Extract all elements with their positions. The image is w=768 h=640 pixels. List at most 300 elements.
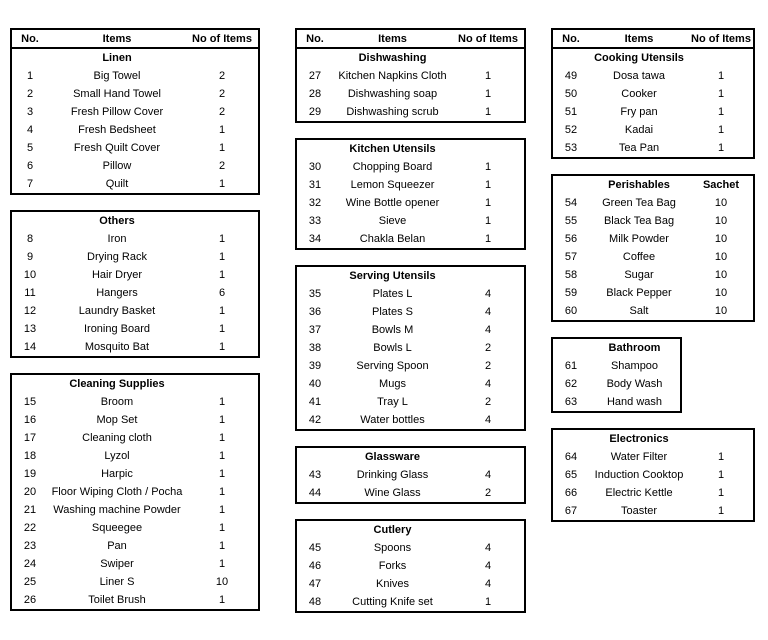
row-count: 4 (484, 542, 492, 554)
row-count: 1 (218, 594, 226, 606)
row-count: 1 (218, 450, 226, 462)
row-item: Salt (629, 305, 649, 317)
table-row (297, 321, 524, 339)
row-count: 4 (484, 378, 492, 390)
row-count: 1 (218, 558, 226, 570)
row-item: Big Towel (93, 70, 141, 82)
table-row (12, 411, 258, 429)
table-row (553, 284, 753, 302)
section-title-row (297, 49, 524, 67)
row-no: 3 (26, 106, 34, 118)
row-no: 22 (23, 522, 37, 534)
table-row (297, 339, 524, 357)
row-count: 1 (218, 178, 226, 190)
row-no: 4 (26, 124, 34, 136)
row-item: Milk Powder (609, 233, 669, 245)
row-count: 6 (218, 287, 226, 299)
section-title-row (297, 140, 524, 158)
section-title-row (12, 49, 258, 67)
row-item: Cutting Knife set (352, 596, 433, 608)
section-title-row (12, 212, 258, 230)
section-title-row (297, 521, 524, 539)
row-count: 1 (484, 233, 492, 245)
row-count: 1 (717, 88, 725, 100)
row-item: Wine Bottle opener (345, 197, 440, 209)
table-row (297, 484, 524, 502)
row-count: 2 (218, 160, 226, 172)
row-no: 67 (564, 505, 578, 517)
row-no: 65 (564, 469, 578, 481)
row-no: 51 (564, 106, 578, 118)
row-item: Dishwashing scrub (346, 106, 439, 118)
row-count: 1 (717, 124, 725, 136)
table-row (553, 357, 680, 375)
row-no: 66 (564, 487, 578, 499)
row-count: 4 (484, 560, 492, 572)
section-title: Bathroom (608, 342, 661, 354)
table-row (553, 139, 753, 157)
row-item: Chakla Belan (359, 233, 426, 245)
table-row (553, 194, 753, 212)
header-no: No. (562, 32, 580, 45)
row-item: Fry pan (620, 106, 658, 118)
row-count: 10 (714, 305, 728, 317)
row-item: Sugar (624, 269, 654, 281)
row-item: Lyzol (104, 450, 130, 462)
section-title-row (297, 267, 524, 285)
row-item: Cleaning cloth (82, 432, 152, 444)
section-title: Cleaning Supplies (69, 378, 165, 390)
row-item: Liner S (99, 576, 135, 588)
table-linen (10, 28, 260, 195)
row-count: 1 (484, 106, 492, 118)
column-2 (295, 28, 526, 628)
table-row (12, 139, 258, 157)
table-header-row (12, 30, 258, 49)
table-row (12, 121, 258, 139)
row-no: 49 (564, 70, 578, 82)
row-count: 2 (484, 396, 492, 408)
row-item: Mop Set (96, 414, 138, 426)
table-row (12, 230, 258, 248)
row-no: 16 (23, 414, 37, 426)
row-item: Toilet Brush (88, 594, 146, 606)
row-item: Mosquito Bat (84, 341, 150, 353)
row-item: Mugs (379, 378, 406, 390)
table-electronics (551, 428, 755, 522)
row-count: 1 (218, 124, 226, 136)
row-no: 34 (308, 233, 322, 245)
table-row (553, 248, 753, 266)
table-dishwashing (295, 28, 526, 123)
row-no: 6 (26, 160, 34, 172)
header-items: Items (624, 32, 654, 45)
row-no: 61 (564, 360, 578, 372)
section-title-row (553, 430, 753, 448)
row-count: 1 (218, 251, 226, 263)
table-row (12, 67, 258, 85)
row-item: Plates S (372, 306, 413, 318)
row-count: 10 (714, 197, 728, 209)
row-no: 50 (564, 88, 578, 100)
row-item: Fresh Pillow Cover (70, 106, 164, 118)
table-row (297, 466, 524, 484)
row-count: 1 (484, 197, 492, 209)
row-no: 29 (308, 106, 322, 118)
row-count: 4 (484, 469, 492, 481)
table-row (12, 175, 258, 193)
table-cooking-utensils (551, 28, 755, 159)
row-no: 47 (308, 578, 322, 590)
row-count: 2 (484, 487, 492, 499)
table-row (12, 157, 258, 175)
row-count: 1 (717, 487, 725, 499)
table-row (553, 484, 753, 502)
table-row (297, 176, 524, 194)
column-3 (551, 28, 755, 537)
row-no: 26 (23, 594, 37, 606)
row-no: 43 (308, 469, 322, 481)
table-row (12, 302, 258, 320)
row-count: 10 (714, 233, 728, 245)
row-item: Water bottles (360, 414, 425, 426)
row-count: 1 (717, 469, 725, 481)
table-glassware (295, 446, 526, 504)
section-count-label: Sachet (702, 179, 740, 191)
row-item: Kadai (624, 124, 654, 136)
header-count: No of Items (458, 32, 518, 45)
table-row (553, 230, 753, 248)
section-title: Cutlery (373, 524, 412, 536)
row-count: 1 (717, 106, 725, 118)
section-title: Glassware (364, 451, 421, 463)
row-item: Squeegee (91, 522, 143, 534)
table-row (553, 502, 753, 520)
row-count: 1 (484, 70, 492, 82)
row-item: Bowls L (373, 342, 412, 354)
row-count: 1 (218, 269, 226, 281)
row-no: 5 (26, 142, 34, 154)
section-title-row (12, 375, 258, 393)
row-no: 33 (308, 215, 322, 227)
table-row (297, 285, 524, 303)
row-item: Toaster (620, 505, 658, 517)
row-item: Coffee (622, 251, 656, 263)
section-title: Others (99, 215, 135, 227)
row-no: 59 (564, 287, 578, 299)
table-row (297, 85, 524, 103)
table-row (553, 466, 753, 484)
table-kitchen-utensils (295, 138, 526, 250)
row-count: 1 (218, 432, 226, 444)
row-item: Induction Cooktop (594, 469, 684, 481)
section-title: Cooking Utensils (594, 52, 684, 64)
row-item: Electric Kettle (605, 487, 673, 499)
row-count: 1 (218, 504, 226, 516)
row-count: 2 (484, 360, 492, 372)
table-row (553, 393, 680, 411)
table-row (12, 465, 258, 483)
row-count: 2 (484, 342, 492, 354)
row-count: 1 (218, 540, 226, 552)
header-items: Items (378, 32, 407, 45)
row-no: 31 (308, 179, 322, 191)
section-title: Electronics (609, 433, 669, 445)
table-row (297, 303, 524, 321)
row-no: 11 (24, 287, 36, 299)
column-1 (10, 28, 260, 626)
section-title-row (553, 176, 753, 194)
row-no: 21 (23, 504, 37, 516)
row-item: Quilt (105, 178, 129, 190)
table-row (12, 338, 258, 356)
row-item: Pan (107, 540, 127, 552)
table-row (297, 212, 524, 230)
row-no: 54 (564, 197, 578, 209)
table-row (297, 575, 524, 593)
table-row (297, 67, 524, 85)
row-no: 48 (308, 596, 322, 608)
row-count: 4 (484, 414, 492, 426)
row-item: Black Pepper (606, 287, 672, 299)
row-count: 1 (484, 215, 492, 227)
row-count: 10 (215, 576, 229, 588)
row-item: Broom (100, 396, 134, 408)
row-item: Hangers (96, 287, 138, 299)
row-item: Pillow (102, 160, 132, 172)
row-count: 4 (484, 578, 492, 590)
row-item: Kitchen Napkins Cloth (338, 70, 447, 82)
table-row (297, 375, 524, 393)
row-no: 62 (564, 378, 578, 390)
row-item: Plates L (372, 288, 413, 300)
table-row (297, 411, 524, 429)
table-row (553, 375, 680, 393)
row-item: Spoons (373, 542, 412, 554)
table-row (12, 573, 258, 591)
row-count: 10 (714, 287, 728, 299)
row-count: 4 (484, 324, 492, 336)
row-item: Knives (375, 578, 410, 590)
table-row (553, 212, 753, 230)
table-row (297, 194, 524, 212)
header-count: No of Items (192, 32, 252, 45)
row-no: 60 (564, 305, 578, 317)
table-row (297, 357, 524, 375)
row-item: Hand wash (606, 396, 663, 408)
row-item: Black Tea Bag (603, 215, 675, 227)
section-title-row (297, 448, 524, 466)
row-item: Drying Rack (87, 251, 147, 263)
row-count: 1 (218, 142, 226, 154)
row-count: 10 (714, 251, 728, 263)
table-row (553, 121, 753, 139)
row-no: 24 (23, 558, 37, 570)
row-no: 15 (23, 396, 37, 408)
table-row (297, 393, 524, 411)
row-no: 14 (23, 341, 37, 353)
row-item: Sieve (378, 215, 407, 227)
row-no: 2 (26, 88, 34, 100)
row-no: 46 (308, 560, 322, 572)
row-count: 1 (717, 505, 725, 517)
row-no: 10 (23, 269, 37, 281)
row-no: 35 (308, 288, 322, 300)
row-no: 27 (308, 70, 322, 82)
row-item: Water Filter (610, 451, 668, 463)
table-row (297, 557, 524, 575)
table-row (297, 158, 524, 176)
row-count: 2 (218, 70, 226, 82)
row-no: 9 (26, 251, 34, 263)
row-count: 2 (218, 106, 226, 118)
table-cutlery (295, 519, 526, 613)
row-count: 1 (218, 522, 226, 534)
row-item: Bowls M (371, 324, 414, 336)
table-row (12, 85, 258, 103)
row-no: 44 (308, 487, 322, 499)
row-no: 17 (23, 432, 37, 444)
row-item: Wine Glass (364, 487, 421, 499)
row-no: 40 (308, 378, 322, 390)
row-item: Cooker (621, 88, 657, 100)
section-title-row (553, 339, 680, 357)
row-no: 12 (23, 305, 37, 317)
table-perishables (551, 174, 755, 322)
row-count: 1 (717, 142, 725, 154)
row-count: 4 (484, 288, 492, 300)
table-row (553, 67, 753, 85)
table-header-row (553, 30, 753, 49)
table-cleaning-supplies (10, 373, 260, 611)
table-row (12, 429, 258, 447)
table-row (553, 266, 753, 284)
section-title: Perishables (608, 179, 670, 191)
section-title: Serving Utensils (349, 270, 436, 282)
row-count: 1 (484, 161, 492, 173)
row-no: 42 (308, 414, 322, 426)
table-row (12, 483, 258, 501)
table-row (12, 103, 258, 121)
row-count: 1 (484, 88, 492, 100)
row-no: 55 (564, 215, 578, 227)
row-no: 25 (23, 576, 37, 588)
header-count: No of Items (691, 32, 751, 45)
row-item: Fresh Bedsheet (78, 124, 156, 136)
row-count: 1 (218, 414, 226, 426)
section-title: Dishwashing (358, 52, 427, 64)
row-item: Tea Pan (618, 142, 660, 154)
row-count: 1 (218, 468, 226, 480)
table-row (297, 103, 524, 121)
row-item: Ironing Board (83, 323, 151, 335)
row-no: 38 (308, 342, 322, 354)
row-no: 37 (308, 324, 322, 336)
row-no: 8 (26, 233, 34, 245)
row-count: 1 (218, 233, 226, 245)
row-no: 28 (308, 88, 322, 100)
row-item: Body Wash (606, 378, 663, 390)
row-count: 10 (714, 269, 728, 281)
section-title: Kitchen Utensils (349, 143, 436, 155)
row-no: 58 (564, 269, 578, 281)
row-count: 10 (714, 215, 728, 227)
row-item: Shampoo (610, 360, 659, 372)
row-item: Fresh Quilt Cover (73, 142, 161, 154)
row-item: Chopping Board (352, 161, 433, 173)
table-row (12, 555, 258, 573)
row-item: Drinking Glass (356, 469, 429, 481)
row-no: 45 (308, 542, 322, 554)
row-item: Dishwashing soap (347, 88, 438, 100)
table-row (297, 593, 524, 611)
row-no: 30 (308, 161, 322, 173)
row-no: 36 (308, 306, 322, 318)
table-row (553, 85, 753, 103)
row-no: 23 (23, 540, 37, 552)
row-item: Laundry Basket (78, 305, 156, 317)
row-no: 53 (564, 142, 578, 154)
table-row (12, 284, 258, 302)
row-count: 4 (484, 306, 492, 318)
table-row (12, 447, 258, 465)
row-item: Small Hand Towel (73, 88, 161, 100)
row-no: 64 (564, 451, 578, 463)
row-no: 19 (23, 468, 37, 480)
row-item: Floor Wiping Cloth / Pocha (51, 486, 183, 498)
table-row (553, 448, 753, 466)
row-item: Iron (107, 233, 127, 245)
row-count: 1 (218, 305, 226, 317)
header-no: No. (306, 32, 324, 45)
row-count: 1 (218, 486, 226, 498)
table-row (12, 320, 258, 338)
table-row (12, 537, 258, 555)
row-item: Harpic (101, 468, 133, 480)
row-item: Hair Dryer (91, 269, 143, 281)
table-row (12, 266, 258, 284)
row-no: 20 (23, 486, 37, 498)
table-others (10, 210, 260, 358)
table-row (553, 302, 753, 320)
table-row (297, 539, 524, 557)
row-item: Serving Spoon (356, 360, 429, 372)
row-count: 1 (218, 341, 226, 353)
row-no: 52 (564, 124, 578, 136)
row-count: 2 (218, 88, 226, 100)
row-no: 1 (26, 70, 34, 82)
section-title: Linen (102, 52, 132, 64)
table-row (12, 591, 258, 609)
row-no: 32 (308, 197, 322, 209)
row-no: 63 (564, 396, 578, 408)
row-count: 1 (717, 70, 725, 82)
row-item: Lemon Squeezer (350, 179, 435, 191)
table-row (553, 103, 753, 121)
row-count: 1 (717, 451, 725, 463)
row-count: 1 (218, 323, 226, 335)
table-row (12, 248, 258, 266)
row-count: 1 (484, 596, 492, 608)
row-item: Tray L (377, 396, 408, 408)
row-no: 13 (23, 323, 37, 335)
table-row (12, 501, 258, 519)
table-bathroom (551, 337, 682, 413)
section-title-row (553, 49, 753, 67)
row-item: Washing machine Powder (53, 504, 181, 516)
row-no: 41 (308, 396, 322, 408)
row-item: Dosa tawa (613, 70, 665, 82)
